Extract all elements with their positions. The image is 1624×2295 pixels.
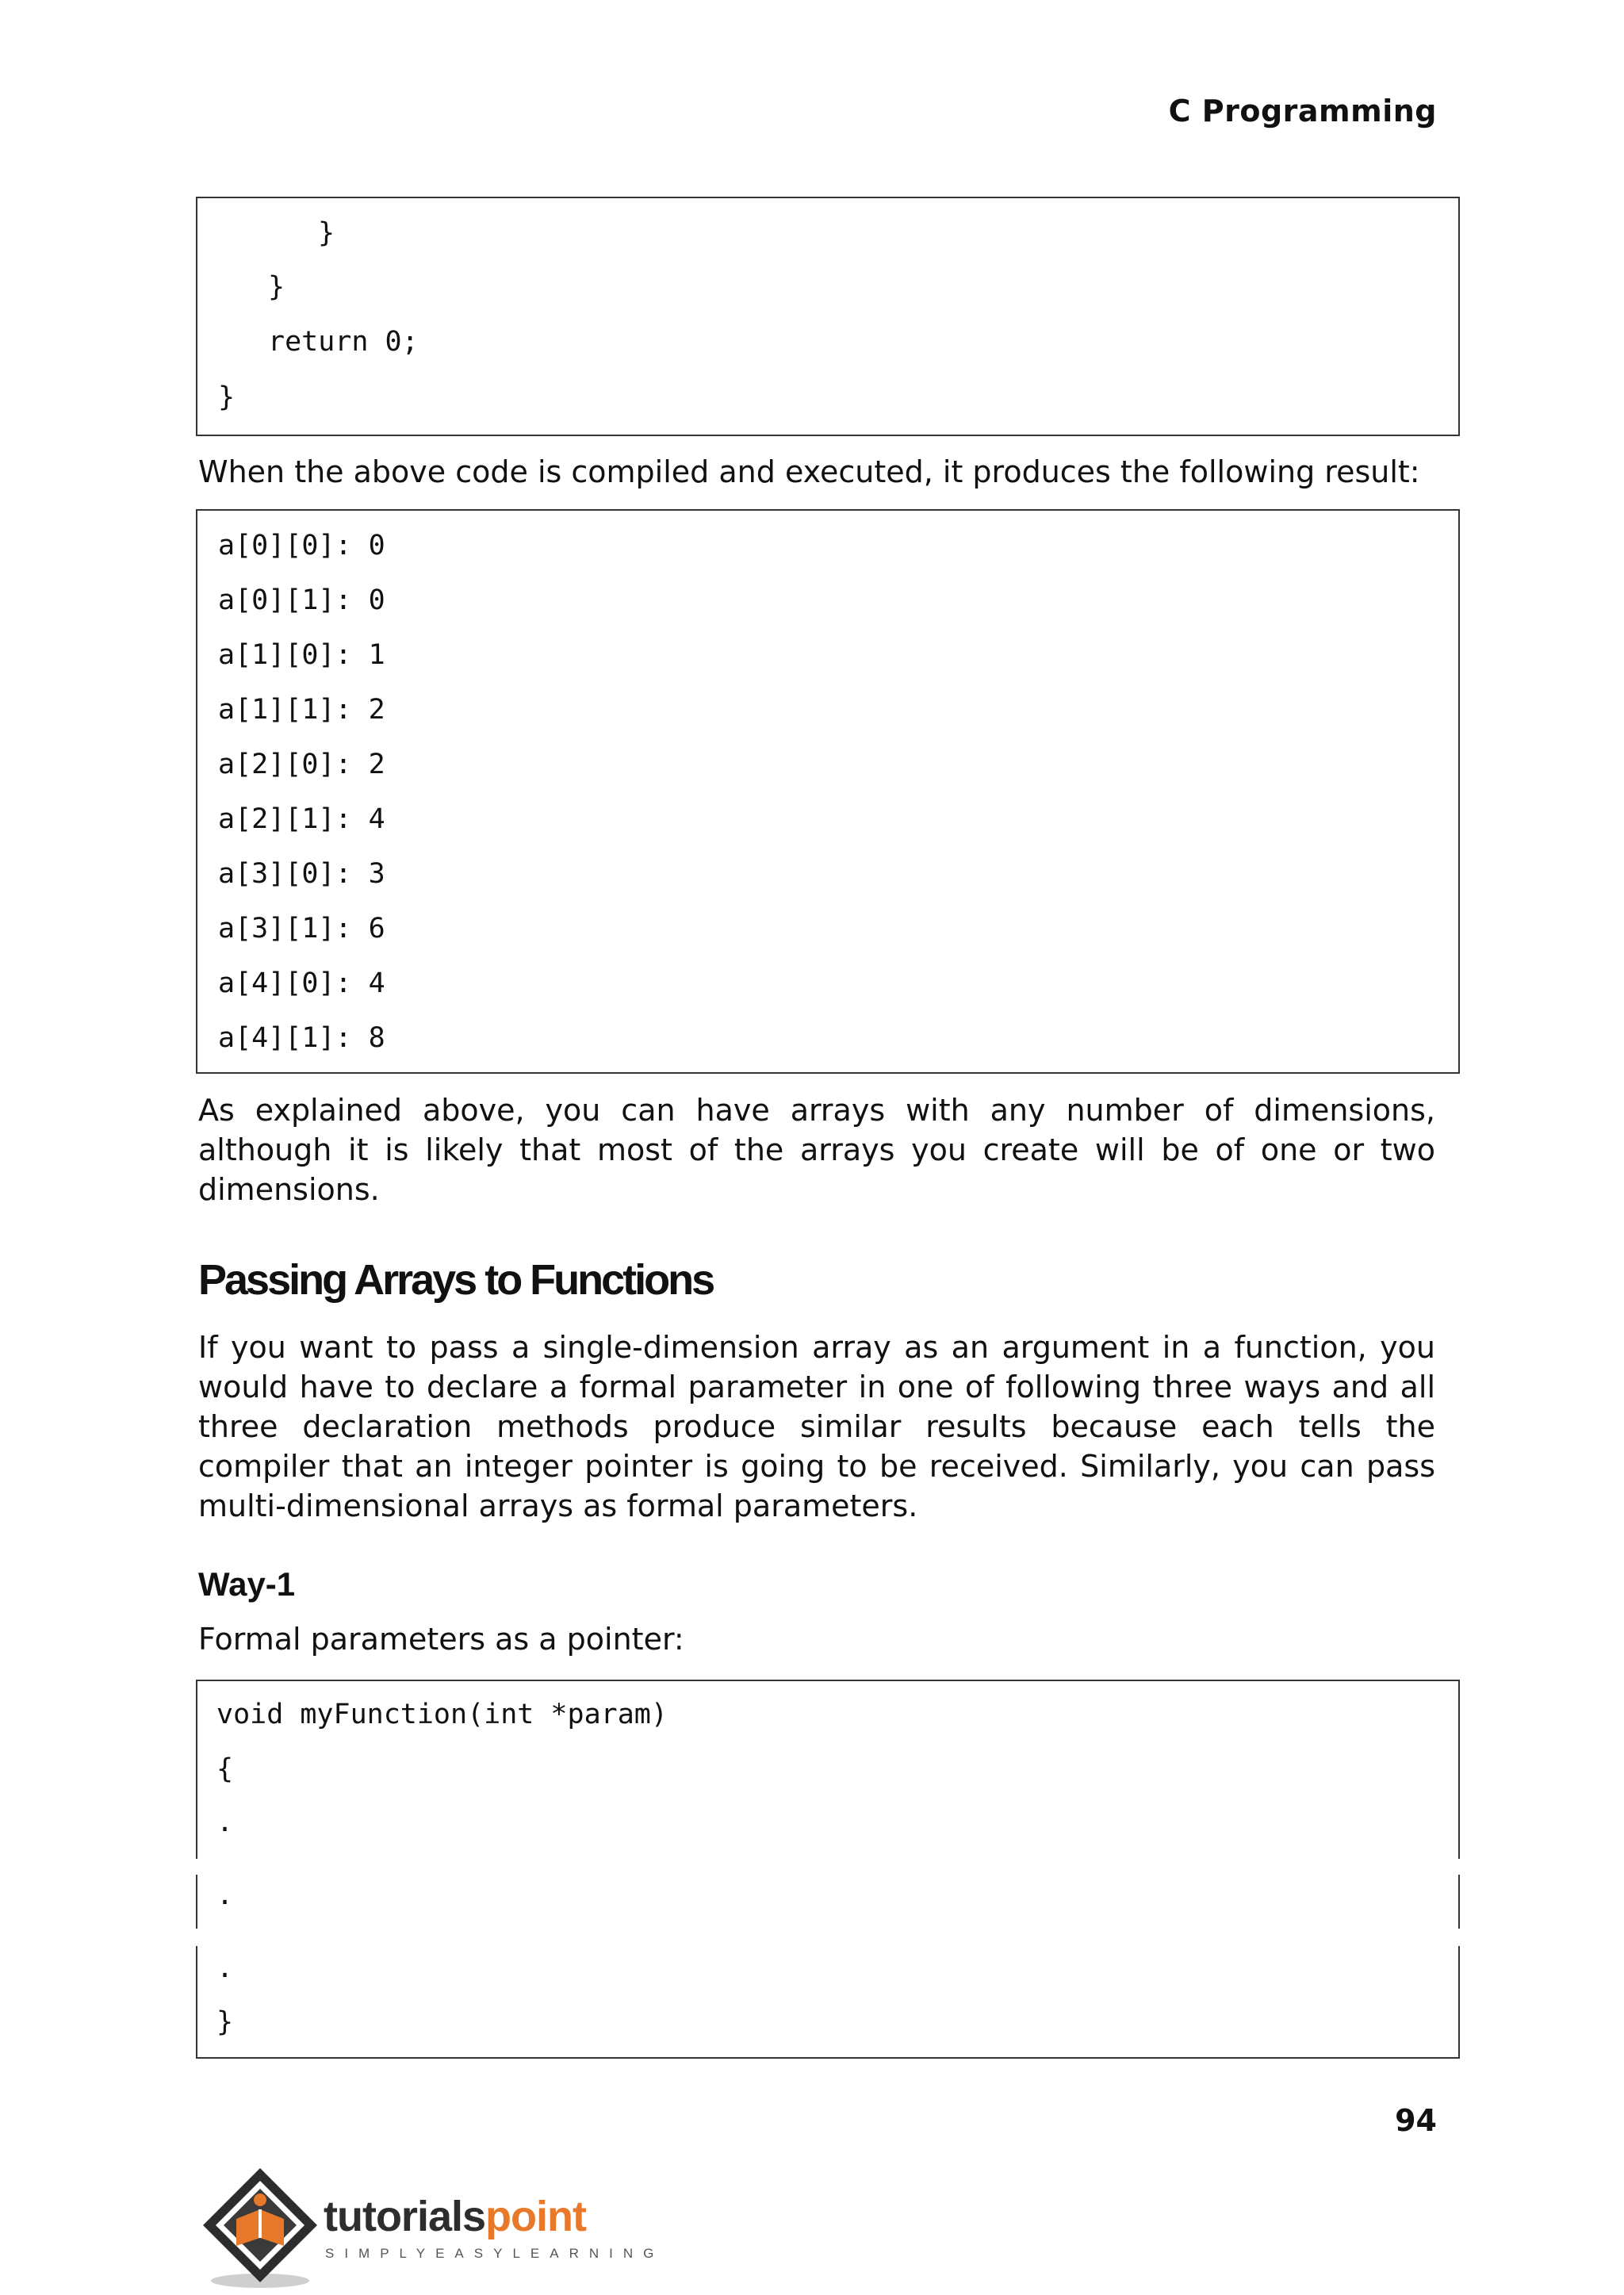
output-line: a[1][1]: 2	[218, 694, 385, 726]
output-line: a[0][0]: 0	[218, 530, 385, 561]
code-line: return 0;	[268, 326, 419, 358]
program-output-block	[196, 509, 1460, 1074]
subheading-way-1: Way-1	[198, 1565, 296, 1603]
paragraph-line: three declaration methods produce similar results because each tells the	[198, 1409, 1435, 1444]
way-1-description: Formal parameters as a pointer:	[198, 1622, 684, 1657]
dimensions-paragraph	[198, 1090, 1435, 1209]
output-line: a[0][1]: 0	[218, 584, 385, 616]
code-block-end-of-program	[196, 197, 1460, 436]
code-line: {	[216, 1753, 234, 1785]
logo-diamond-icon	[197, 2163, 324, 2290]
code-line: }	[318, 217, 335, 249]
logo-word-tutorials: tutorials	[324, 2193, 486, 2240]
page-number: 94	[1395, 2103, 1437, 2138]
code-line: }	[216, 2006, 234, 2038]
output-line: a[3][0]: 3	[218, 858, 385, 890]
code-line: .	[216, 1879, 234, 1911]
logo-word-point: point	[485, 2193, 586, 2240]
section-paragraph	[198, 1328, 1435, 1526]
code-line: }	[268, 271, 285, 303]
code-line: .	[216, 1806, 234, 1838]
running-header: C Programming	[1168, 94, 1437, 128]
output-line: a[2][0]: 2	[218, 749, 385, 780]
section-heading: Passing Arrays to Functions	[198, 1256, 714, 1304]
tutorialspoint-logo	[197, 2163, 665, 2290]
output-line: a[4][0]: 4	[218, 967, 385, 999]
paragraph-line: compiler that an integer pointer is going to be received. Similarly, you can pass	[198, 1449, 1435, 1484]
output-line: a[4][1]: 8	[218, 1022, 385, 1054]
output-line: a[2][1]: 4	[218, 803, 385, 835]
output-line: a[1][0]: 1	[218, 639, 385, 671]
output-line: a[3][1]: 6	[218, 913, 385, 944]
paragraph-line: would have to declare a formal parameter in one of following three ways and all	[198, 1370, 1435, 1404]
paragraph-line: If you want to pass a single-dimension array as an argument in a function, you	[198, 1330, 1435, 1365]
paragraph-line: As explained above, you can have arrays with any number of dimensions,	[198, 1093, 1435, 1128]
paragraph-line: dimensions.	[198, 1172, 380, 1207]
paragraph-line: although it is likely that most of the arrays you create will be of one or two	[198, 1132, 1435, 1167]
code-line: .	[216, 1952, 234, 1984]
logo-wordmark	[324, 2192, 586, 2241]
code-line: void myFunction(int *param)	[216, 1699, 668, 1730]
paragraph-line: multi-dimensional arrays as formal parameters.	[198, 1488, 918, 1523]
code-line: }	[218, 381, 236, 413]
logo-tagline: SIMPLYEASYLEARNING	[325, 2246, 665, 2261]
result-intro: When the above code is compiled and executed, it produces the following result:	[198, 454, 1420, 489]
